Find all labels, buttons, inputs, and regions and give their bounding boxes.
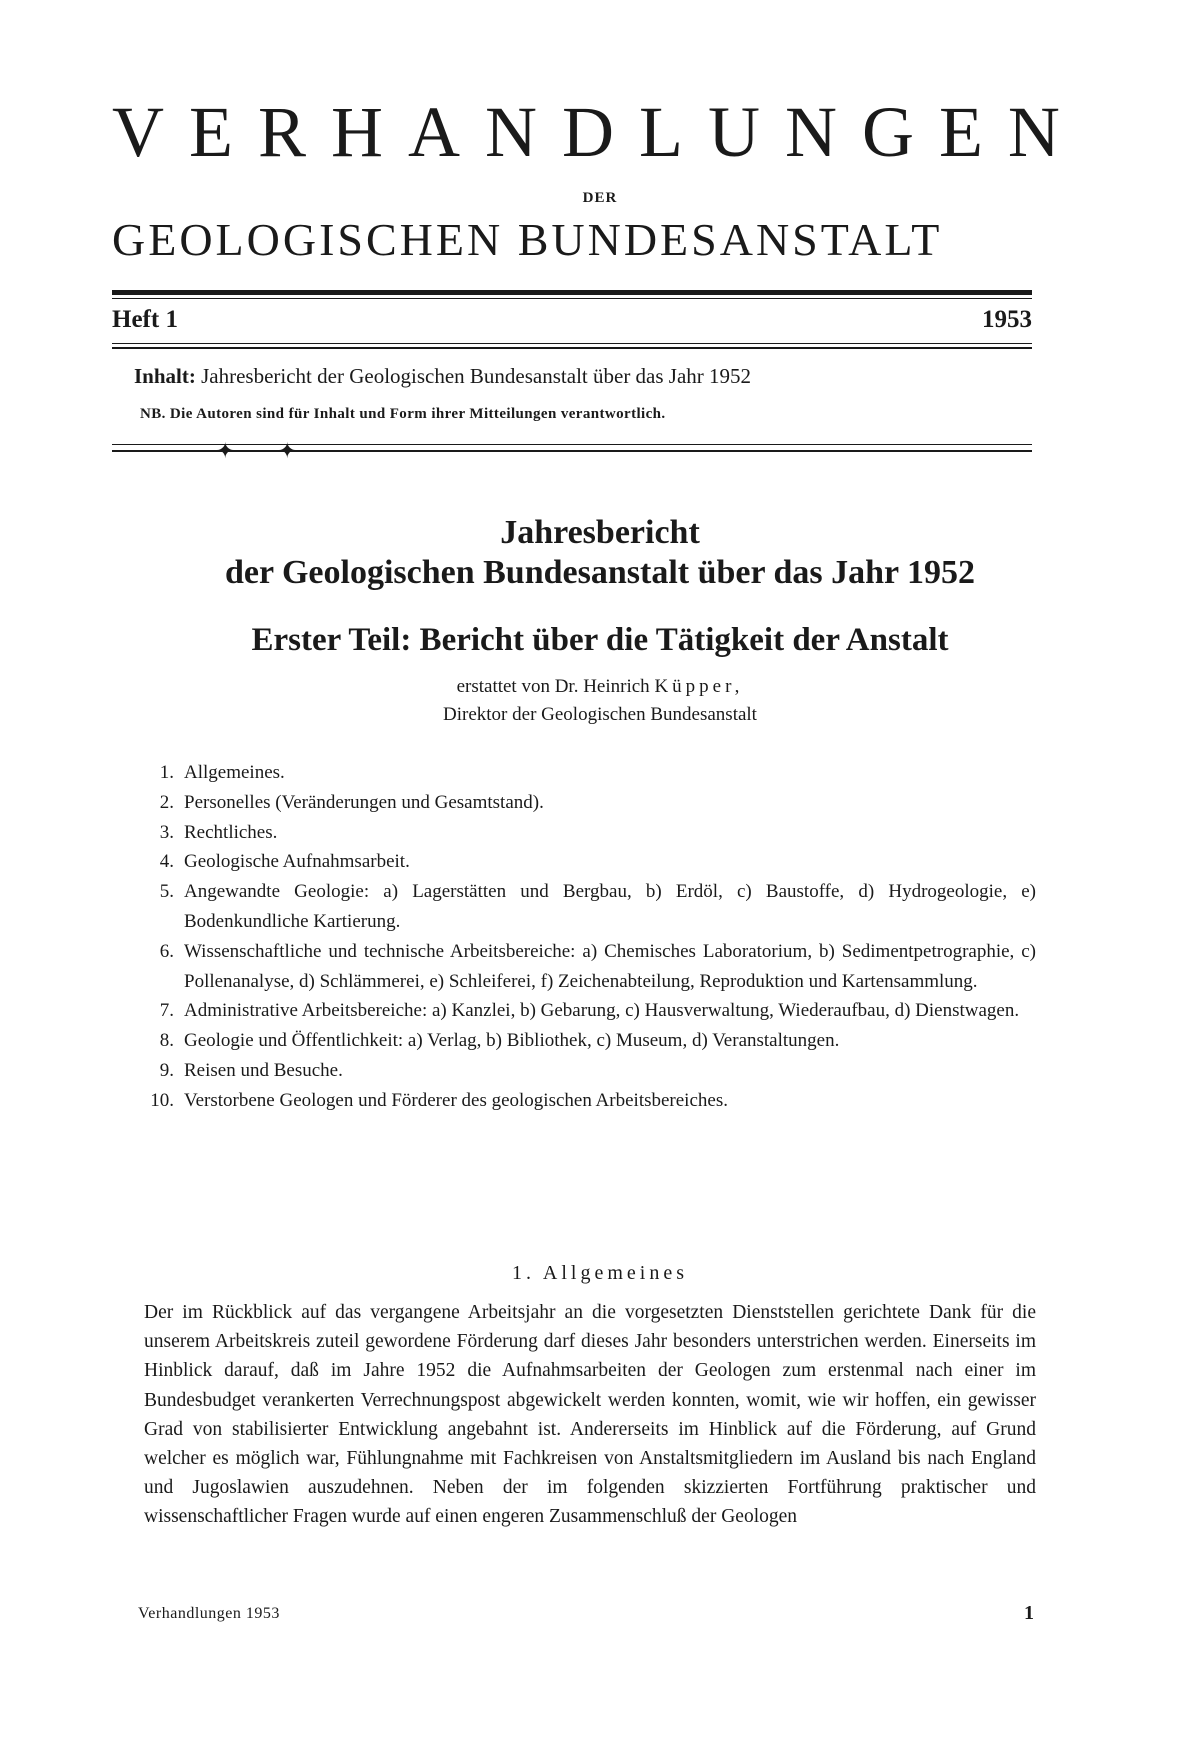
toc-item-number: 6. (159, 940, 174, 962)
toc-item-number: 4. (159, 851, 174, 873)
toc-item (144, 818, 1036, 848)
toc-item (144, 937, 1036, 997)
section-body: Der im Rückblick auf das vergangene Arbeitsjahr an die vorgesetzten Dienststellen gerichtete Dank für die unserem Arbeitskreis zuteil gewordene Förderung darf dieses Jahr besonders unterstrichen werden. Einerseits im Hinblick darauf, daß im Jahre 1952 die Aufnahmsarbeiten der Geologen zum erstenmal nach einer im Bundesbudget verankerten Verrechnungspost abgewickelt werden konnten, womit, wie wir hoffen, ein gewisser Grad von stabilisierter Entwicklung angebahnt ist. Andererseits im Hinblick auf die Förderung, auf Grund welcher es möglich war, Fühlungnahme mit Fachkreisen von Anstaltsmitgliedern im Ausland bis nach England und Jugoslawien auszudehnen. Neben der im folgenden skizzierten Fortführung praktischer und wissenschaftlicher Fragen wurde auf einen engeren Zusammenschluß der Geologen (144, 1302, 1036, 1528)
toc-item (144, 758, 1036, 788)
toc-item (144, 996, 1036, 1026)
ornament-icon: ✦ (216, 438, 235, 463)
ornament-rule-bottom (112, 450, 1032, 452)
journal-title-connector: DER (582, 190, 618, 206)
toc-item-text: Angewandte Geologie: a) Lagerstätten und Bergbau, b) Erdöl, c) Baustoffe, d) Hydrogeologie, e) Bodenkundliche Kartierung. (184, 881, 1036, 932)
author-prefix: erstattet von Dr. Heinrich (456, 676, 650, 697)
toc-item-number: 3. (159, 821, 174, 843)
report-title: Jahresbericht (500, 514, 700, 551)
author-surname: Küpper, (654, 676, 744, 697)
toc-item (144, 788, 1036, 818)
toc-item-number: 7. (159, 1000, 174, 1022)
toc-item-number: 5. (159, 881, 174, 903)
toc-item (144, 1086, 1036, 1116)
toc-item-text: Wissenschaftliche und technische Arbeitsbereiche: a) Chemisches Laboratorium, b) Sedimentpetrographie, c) Pollenanalyse, d) Schlämmerei, e) Schleiferei, f) Zeichenabteilung, Reproduktion und Kartensammlung. (184, 940, 1036, 992)
issue-rule-thick (112, 347, 1032, 349)
ornament-icon: ✦ (278, 438, 297, 463)
issue-year: 1953 (982, 306, 1032, 333)
author-responsibility-note: NB. Die Autoren sind für Inhalt und Form ihrer Mitteilungen verantwortlich. (140, 406, 666, 422)
author-line (0, 676, 1200, 698)
toc-item (144, 1056, 1036, 1086)
issue-rule-thin (112, 343, 1032, 344)
footer-journal: Verhandlungen 1953 (138, 1605, 280, 1622)
toc-item (144, 877, 1036, 937)
journal-subtitle: GEOLOGISCHEN BUNDESANSTALT (112, 214, 943, 265)
toc-item-text: Verstorbene Geologen und Förderer des geologischen Arbeitsbereiches. (184, 1089, 728, 1111)
ornament-rule-top (112, 444, 1032, 445)
toc-item-number: 2. (159, 791, 174, 813)
header-rule-thick (112, 290, 1032, 295)
section-heading: 1. Allgemeines (512, 1262, 688, 1284)
toc-item-text: Personelles (Veränderungen und Gesamtstand). (184, 791, 544, 813)
contents-label: Inhalt: (134, 364, 196, 388)
report-title-continued: der Geologischen Bundesanstalt über das Jahr 1952 (224, 554, 975, 591)
journal-title: VERHANDLUNGEN (112, 92, 1085, 172)
toc-item-text: Allgemeines. (184, 762, 285, 783)
contents-text: Jahresbericht der Geologischen Bundesanstalt über das Jahr 1952 (201, 364, 752, 388)
table-of-contents (144, 758, 1036, 1116)
toc-item-number: 9. (159, 1059, 174, 1081)
toc-item-text: Geologie und Öffentlichkeit: a) Verlag, b) Bibliothek, c) Museum, d) Veranstaltungen. (184, 1030, 840, 1052)
toc-item-number: 10. (150, 1089, 174, 1111)
toc-item-text: Reisen und Besuche. (184, 1059, 343, 1081)
part-title: Erster Teil: Bericht über die Tätigkeit der Anstalt (251, 622, 949, 658)
toc-item-text: Administrative Arbeitsbereiche: a) Kanzlei, b) Gebarung, c) Hausverwaltung, Wiederaufbau, d) Dienstwagen. (184, 1000, 1020, 1022)
toc-item (144, 847, 1036, 877)
toc-item-number: 8. (159, 1030, 174, 1052)
toc-item-number: 1. (159, 762, 174, 783)
toc-item (144, 1026, 1036, 1056)
page-number: 1 (1024, 1602, 1034, 1624)
issue-number: Heft 1 (112, 306, 178, 333)
contents-line (134, 364, 1032, 389)
issue-line (112, 306, 1032, 340)
toc-item-text: Rechtliches. (184, 821, 278, 843)
header-rule-thin (112, 298, 1032, 299)
author-position: Direktor der Geologischen Bundesanstalt (443, 704, 757, 725)
toc-item-text: Geologische Aufnahmsarbeit. (184, 851, 410, 873)
